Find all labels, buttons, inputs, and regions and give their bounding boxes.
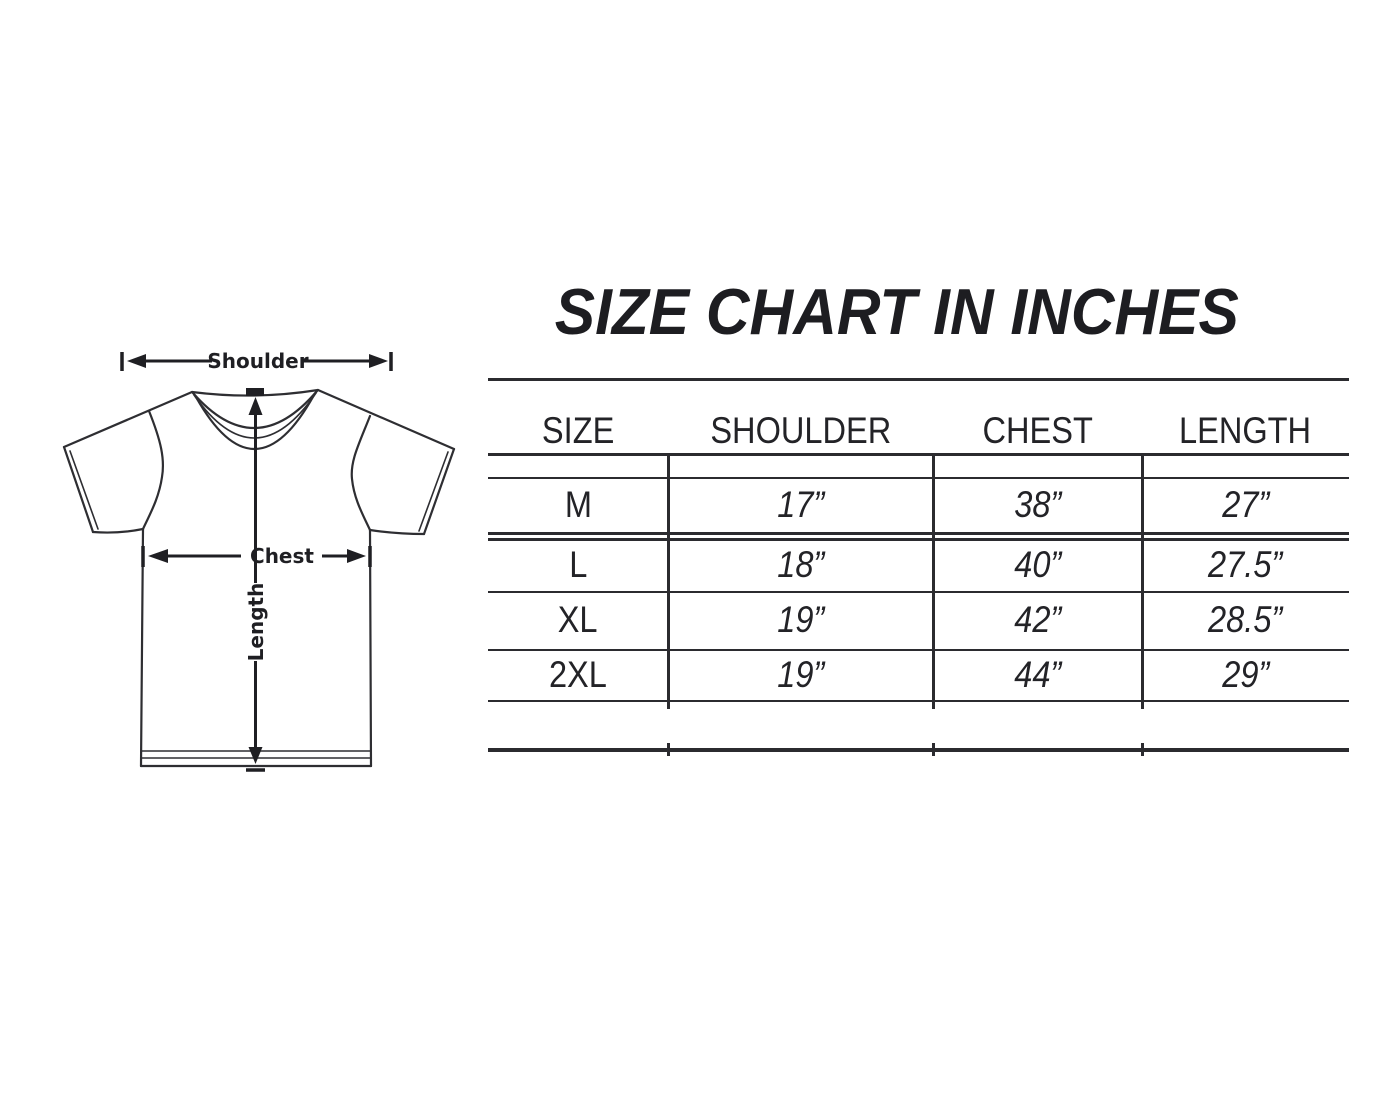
left-cuff-edge [64,447,93,532]
bottom-rule-tick-2 [932,743,935,756]
value-m-chest [933,477,1142,532]
size-label-l [488,538,668,591]
chest-label: Chest [250,544,314,568]
value-xl-chest-text: 42” [1013,599,1062,640]
value-m-shoulder-text: 17” [776,483,825,525]
column-header-shoulder-text: SHOULDER [710,410,891,451]
size-label-xl [488,591,668,649]
bottom-rule-tick-3 [1141,743,1144,756]
length-top-arrowhead-icon [249,397,263,415]
value-m-length [1142,477,1349,532]
value-l-length-text: 27.5” [1208,543,1283,585]
left-cuff-stitch [70,451,98,529]
column-header-size [488,406,668,456]
size-table [488,378,1349,756]
left-shoulder-seam [64,392,192,447]
tshirt-outline-drawing [64,388,454,766]
length-label: Length [244,582,268,662]
column-header-chest-text: CHEST [982,410,1093,451]
value-xl-shoulder [668,591,933,649]
column-header-length-text: LENGTH [1179,410,1312,451]
column-header-length [1142,406,1349,456]
table-rule-after-2xl [488,700,1349,702]
chest-right-arrowhead-icon [347,549,366,563]
value-xl-length [1142,591,1349,649]
bottom-rule-tick-1 [667,743,670,756]
size-label-2xl-text: 2XL [549,653,607,695]
shoulder-right-arrowhead-icon [369,354,388,368]
column-header-shoulder [668,406,933,456]
length-measure-arrow [244,397,268,770]
length-bottom-arrowhead-icon [249,747,263,764]
value-m-length-text: 27” [1221,483,1270,525]
value-l-chest-text: 40” [1013,543,1062,585]
value-l-shoulder [668,538,933,591]
shoulder-left-arrowhead-icon [127,354,146,368]
value-m-shoulder [668,477,933,532]
size-label-m [488,477,668,532]
value-2xl-shoulder [668,649,933,700]
value-l-shoulder-text: 18” [776,543,825,585]
chest-left-arrowhead-icon [148,549,168,563]
tshirt-measurement-diagram [0,0,500,800]
left-sleeve-bottom [93,529,143,533]
value-xl-chest [933,591,1142,649]
value-m-chest-text: 38” [1013,483,1062,525]
value-l-length [1142,538,1349,591]
table-rule-top [488,378,1349,381]
size-label-m-text: M [564,483,592,525]
left-armhole-seam [143,411,163,529]
size-label-xl-text: XL [558,599,598,640]
shoulder-label: Shoulder [207,349,309,373]
value-2xl-chest [933,649,1142,700]
value-2xl-shoulder-text: 19” [776,653,825,695]
column-header-size-text: SIZE [541,410,615,451]
value-xl-length-text: 28.5” [1208,599,1283,640]
table-rule-bottom [488,748,1349,752]
table-rule-double-a [488,532,1349,535]
right-sleeve-bottom [370,530,424,534]
size-label-2xl [488,649,668,700]
right-armhole-seam [352,416,370,530]
value-2xl-length [1142,649,1349,700]
size-label-l-text: L [568,543,588,585]
value-xl-shoulder-text: 19” [776,599,825,640]
shoulder-measure-arrow [122,349,391,373]
value-l-chest [933,538,1142,591]
page-title-text: SIZE CHART IN INCHES [554,274,1240,348]
value-2xl-length-text: 29” [1221,653,1270,695]
right-shoulder-seam [318,390,454,449]
column-header-chest [933,406,1142,456]
page-title [497,276,1297,346]
right-cuff-edge [424,449,454,534]
collar-tag [246,388,264,396]
right-cuff-stitch [419,452,448,531]
value-2xl-chest-text: 44” [1013,653,1062,695]
